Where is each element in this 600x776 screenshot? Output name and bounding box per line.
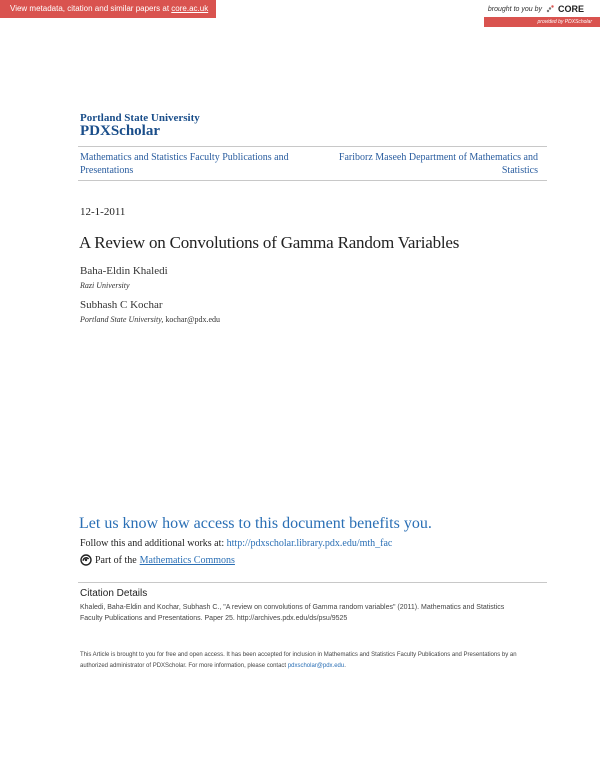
author-affiliation [80, 281, 130, 290]
brought-to-you-by-label: brought to you by [487, 5, 542, 13]
repository-name[interactable]: PDXScholar [80, 123, 160, 139]
paper-title: A Review on Convolutions of Gamma Random Variables [79, 233, 460, 252]
footer-text: This Article is brought to you for free and open access. It has been accepted for inclusion in Mathematics and Statistics Faculty Publications and Presentations by an authorized administrator of PDXScholar. For more information, please contact [80, 652, 517, 669]
part-of-prefix: Part of the [95, 554, 137, 566]
citation-heading: Citation Details [80, 588, 148, 599]
core-logo-icon [545, 4, 555, 14]
part-of-commons [80, 554, 235, 566]
citation-divider [78, 582, 547, 583]
citation-text: Khaledi, Baha-Eldin and Kochar, Subhash C., "A review on convolutions of Gamma random variables" (2011). Mathematics and Statistics Faculty Publications and Presentations. Paper 25. http://archives.pdx.edu/ds/psu/9525 [80, 604, 505, 622]
author-name: Subhash C Kochar [80, 299, 163, 311]
benefit-feedback-link[interactable]: Let us know how access to this document benefits you. [79, 515, 432, 532]
follow-works-link[interactable]: http://pdxscholar.library.pdx.edu/mth_fac [226, 538, 393, 549]
collection-link-left[interactable]: Mathematics and Statistics Faculty Publications and Presentations [80, 152, 289, 176]
mathematics-commons-link[interactable]: Mathematics Commons [139, 554, 235, 566]
core-link-site[interactable]: core.ac.uk [171, 4, 209, 13]
follow-works [80, 538, 392, 549]
author-email[interactable]: kochar@pdx.edu [165, 315, 221, 324]
collections-divider [78, 180, 547, 181]
author-affiliation [80, 315, 220, 324]
provided-by-banner[interactable]: provided by PDXScholar [484, 17, 600, 27]
core-metadata-link[interactable] [0, 0, 216, 18]
commons-network-icon [80, 554, 92, 566]
affiliation-text: Razi University [80, 281, 130, 290]
follow-prefix: Follow this and additional works at: [80, 538, 227, 549]
author-name: Baha-Eldin Khaledi [80, 265, 168, 277]
brought-to-you-by[interactable] [488, 4, 584, 14]
header-divider [78, 146, 547, 147]
publication-date: 12-1-2011 [80, 206, 126, 218]
core-logo-text: CORE [557, 4, 584, 14]
collection-link-right[interactable]: Fariborz Maseeh Department of Mathematics and Statistics [338, 152, 538, 176]
core-link-prefix: View metadata, citation and similar papers at [10, 4, 172, 13]
footer-end: . [344, 663, 346, 669]
institution-name[interactable]: Portland State University [80, 112, 200, 124]
footer-notice [80, 650, 520, 672]
contact-email-link[interactable]: pdxscholar@pdx.edu [287, 663, 345, 669]
affiliation-text: Portland State University, [80, 315, 164, 324]
